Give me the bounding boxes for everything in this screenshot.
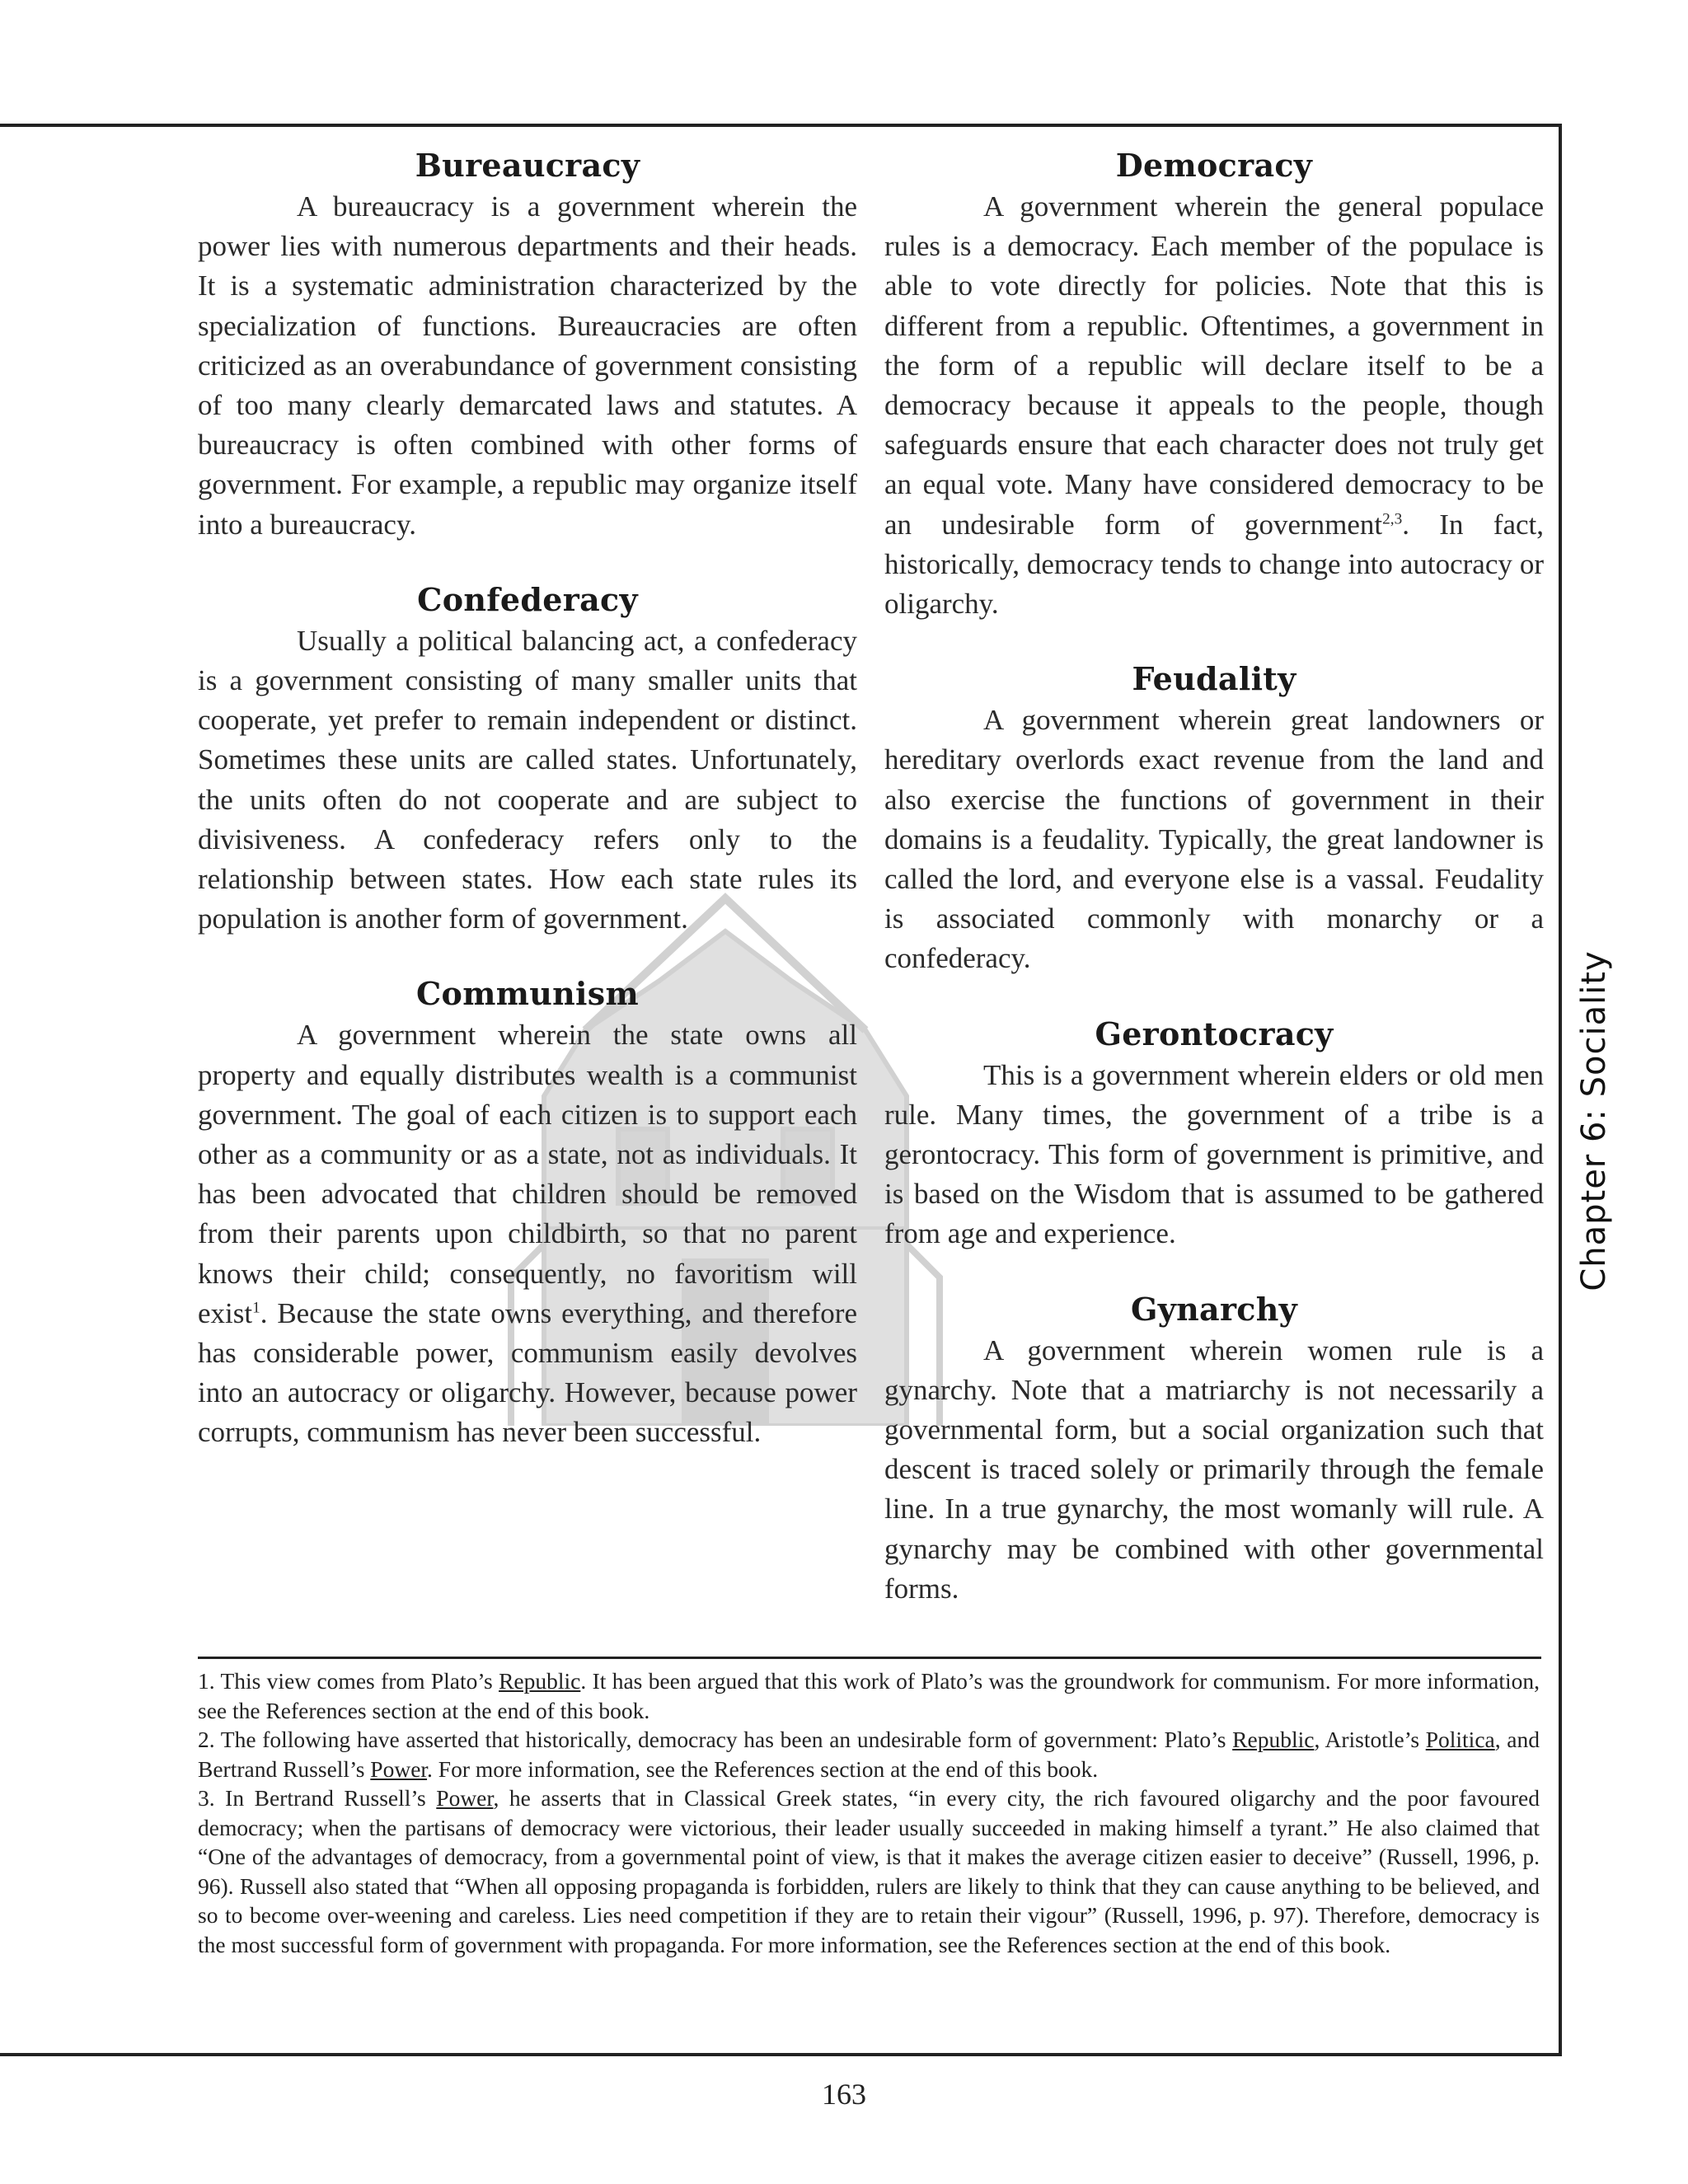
citation-power: Power xyxy=(436,1785,494,1811)
heading-gerontocracy: Gerontocracy xyxy=(1095,1015,1334,1052)
footnote-divider xyxy=(198,1657,1541,1659)
footnote-3 xyxy=(198,1783,1540,1959)
footnote-2-text-d: . For more information, see the References section at the end of this book. xyxy=(427,1755,1099,1782)
footnote-3-text-b: , he asserts that in Classical Greek states, “in every city, the rich favoured oligarchy and the poor favoured democracy; when the partisans of democracy were victorious, their leader usually succeeded in making himself a tyrant.” He also claimed that “One of the advantages of democracy, from a governmental point of view, is that it makes the average citizen easier to deceive” (Russell, 1996, p. 96). Russell also stated that “When all opposing propaganda is forbidden, rulers are likely to think that they can cause anything to be believed, and so to become over-weening and careless. Lies need competition if they are to retain their vigour” (Russell, 1996, p. 97). Therefore, democracy is the most successful form of government with propaganda. For more information, see the References section at the end of this book. xyxy=(198,1785,1540,1957)
section-democracy xyxy=(884,147,1544,624)
footnote-1 xyxy=(198,1666,1540,1725)
democracy-text-1: A government wherein the general populace rules is a democracy. Each member of the populace is able to vote directly for policies. Note that this is different from a republic. Oftentimes, a government in the form of a republic will declare itself to be a democracy because it appeals to the people, though safeguards ensure that each character does not truly get an equal vote. Many have considered democracy to be an undesirable form of government xyxy=(884,190,1544,541)
footnotes xyxy=(198,1666,1540,1959)
citation-politica: Politica xyxy=(1425,1727,1495,1752)
heading-gynarchy: Gynarchy xyxy=(1130,1290,1298,1328)
section-communism xyxy=(198,975,857,1452)
heading-bureaucracy: Bureaucracy xyxy=(415,147,640,184)
citation-power: Power xyxy=(370,1755,428,1782)
citation-republic: Republic xyxy=(499,1668,581,1694)
footnote-ref-1: 1 xyxy=(252,1299,260,1317)
communism-text-2: . Because the state owns everything, and therefore has considerable power, communism easily devolves into an autocracy or oligarchy. However, because power corrupts, communism has never been successful. xyxy=(198,1296,857,1449)
section-gerontocracy xyxy=(884,1015,1544,1254)
communism-text-1: A government wherein the state owns all property and equally distributes wealth is a communist government. The goal of each citizen is to support each other as a community or as a state, not as individuals. It has been advocated that children should be removed from their parents upon childbirth, so that no parent knows their child; consequently, no favoritism will exist xyxy=(198,1019,857,1329)
footnote-2-text-b: , Aristotle’s xyxy=(1314,1727,1426,1752)
right-column xyxy=(884,147,1544,1645)
democracy-text-2: . In fact, historically, democracy tends to change into autocracy or oligarchy. xyxy=(884,508,1544,621)
paragraph-gynarchy: A government wherein women rule is a gynarchy. Note that a matriarchy is not necessarily a governmental form, but a social organization such that descent is traced solely or primarily through the female line. In a true gynarchy, the most womanly will rule. A gynarchy may be combined with other governmental forms. xyxy=(884,1333,1544,1605)
page-number: 163 xyxy=(822,2078,866,2111)
footnote-2-text-c: , and Bertrand Russell’s xyxy=(198,1727,1540,1782)
section-gynarchy xyxy=(884,1291,1544,1609)
footnote-ref-2-3: 2,3 xyxy=(1382,509,1403,527)
heading-feudality: Feudality xyxy=(1132,660,1296,698)
section-confederacy xyxy=(198,581,857,940)
footnote-2-text-a: 2. The following have asserted that historically, democracy has been an undesirable form of government: Plato’s xyxy=(198,1727,1233,1752)
heading-democracy: Democracy xyxy=(1115,147,1313,184)
section-feudality xyxy=(884,660,1544,978)
footnote-3-text-a: 3. In Bertrand Russell’s xyxy=(198,1785,437,1811)
chapter-side-tab xyxy=(1569,907,1619,1335)
paragraph-communism xyxy=(198,1015,857,1452)
citation-republic: Republic xyxy=(1232,1727,1315,1752)
chapter-title: Chapter 6: Sociality xyxy=(1575,950,1613,1291)
footnote-1-text-a: 1. This view comes from Plato’s xyxy=(198,1668,499,1694)
paragraph-bureaucracy: A bureaucracy is a government wherein the power lies with numerous departments and their heads. It is a systematic administration characterized by the specialization of functions. Bureaucracies are often criticized as an overabundance of government consisting of too many clearly demarcated laws and statutes. A bureaucracy is often combined with other forms of government. For example, a republic may organize itself into a bureaucracy. xyxy=(198,190,857,541)
paragraph-gerontocracy: This is a government wherein elders or old men rule. Many times, the government of a tribe is a gerontocracy. This form of government is primitive, and is based on the Wisdom that is assumed to be gathered from age and experience. xyxy=(884,1058,1544,1250)
paragraph-feudality: A government wherein great landowners or hereditary overlords exact revenue from the land and also exercise the functions of government in their domains is a feudality. Typically, the great landowner is called the lord, and everyone else is a vassal. Feudality is associated commonly with monarchy or a confederacy. xyxy=(884,704,1544,975)
footnote-1-text-b: . It has been argued that this work of Plato’s was the groundwork for communism. For more information, see the References section at the end of this book. xyxy=(198,1668,1540,1723)
heading-communism: Communism xyxy=(416,975,639,1013)
paragraph-confederacy: Usually a political balancing act, a confederacy is a government consisting of many smaller units that cooperate, yet prefer to remain independent or distinct. Sometimes these units are called states. Unfortunately, the units often do not cooperate and are subject to divisiveness. A confederacy refers only to the relationship between states. How each state rules its population is another form of government. xyxy=(198,624,857,935)
paragraph-democracy xyxy=(884,187,1544,624)
heading-confederacy: Confederacy xyxy=(417,580,638,618)
left-column xyxy=(198,147,857,1489)
footnote-2 xyxy=(198,1725,1540,1783)
section-bureaucracy xyxy=(198,147,857,545)
